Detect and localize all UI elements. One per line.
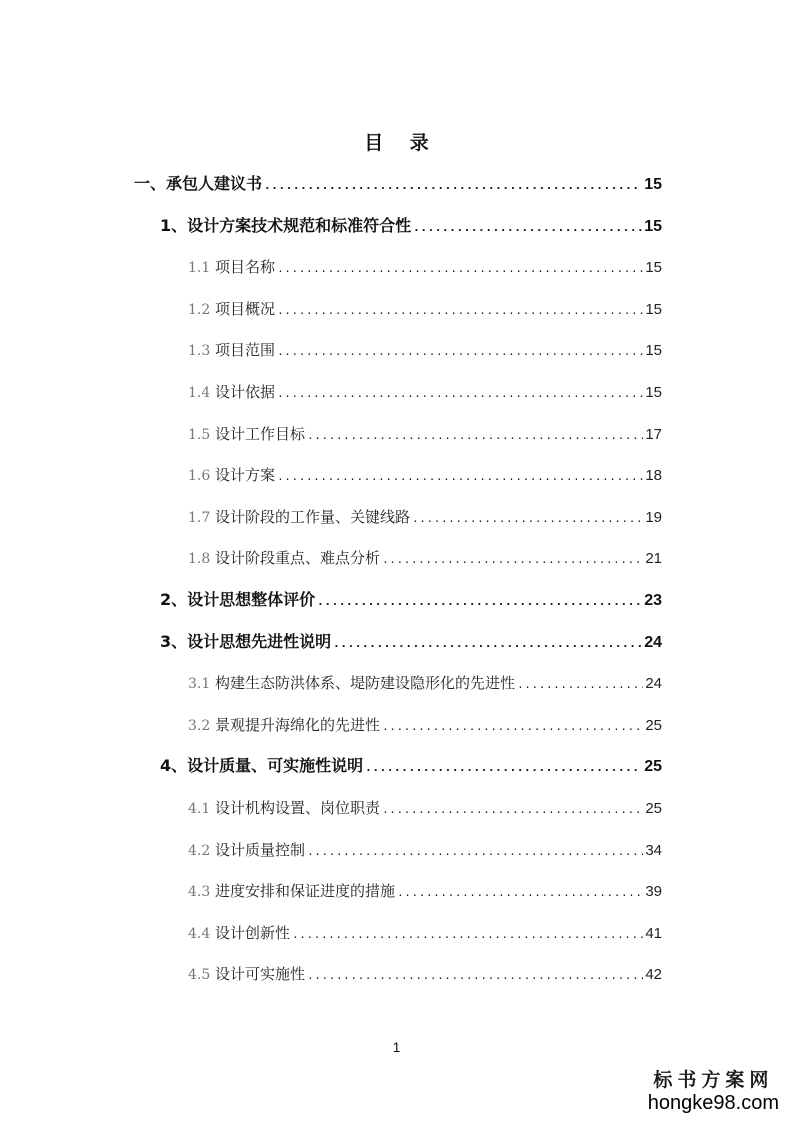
toc-entry-page: 19	[645, 508, 662, 526]
toc-entry-label	[188, 462, 275, 489]
toc-entry-number: 1.6	[188, 468, 211, 485]
toc-dot-leader	[382, 547, 643, 573]
toc-entry[interactable]	[188, 712, 662, 738]
toc-entry-number: 1.7	[188, 509, 211, 526]
toc-entry-title: 进度安排和保证进度的措施	[215, 882, 396, 901]
toc-entry-page: 15	[644, 217, 662, 235]
toc-dot-leader	[307, 423, 643, 449]
toc-entry-label	[188, 296, 275, 323]
toc-entry-page: 42	[645, 966, 662, 984]
toc-entry-number: 3.2	[188, 717, 211, 734]
toc-entry-label	[188, 837, 305, 864]
toc-entry-title: 设计工作目标	[215, 424, 306, 443]
toc-dot-leader	[382, 797, 643, 823]
toc-entry[interactable]	[188, 421, 662, 447]
toc-entry-label	[188, 795, 380, 822]
toc-entry-title: 设计可实施性	[215, 965, 306, 984]
toc-entry-title: 景观提升海绵化的先进性	[215, 715, 381, 734]
toc-dot-leader	[307, 839, 643, 865]
toc-entry-page: 17	[645, 425, 662, 443]
toc-entry-label	[188, 379, 275, 406]
toc-entry-number: 4.5	[188, 967, 211, 984]
toc-entry-page: 15	[645, 300, 662, 318]
toc-entry-page: 34	[645, 841, 662, 859]
toc-entry[interactable]	[188, 837, 662, 863]
toc-entry-label	[160, 629, 331, 655]
toc-entry-title: 设计依据	[215, 383, 276, 401]
toc-entry-page: 25	[645, 800, 662, 817]
toc-entry-page: 39	[645, 883, 662, 901]
toc-entry[interactable]	[134, 171, 662, 197]
toc-entry-label	[160, 753, 363, 779]
toc-entry-label	[188, 337, 275, 364]
toc-entry-page: 41	[645, 924, 662, 942]
toc-entry-title: 设计阶段的工作量、关键线路	[215, 507, 411, 526]
toc-entry-label	[188, 920, 290, 947]
toc-dot-leader	[317, 589, 642, 615]
toc-entry-label	[188, 670, 515, 697]
toc-entry-page: 25	[645, 716, 662, 734]
watermark-url: hongke98.com	[647, 1092, 779, 1114]
toc-entry-title: 构建生态防洪体系、堤防建设隐形化的先进性	[215, 674, 516, 693]
toc-entry[interactable]	[188, 462, 662, 488]
toc-entry-title: 设计思想先进性说明	[187, 631, 332, 651]
watermark-name: 标书方案网	[653, 1069, 774, 1091]
toc-entry-number: 4.2	[188, 842, 211, 859]
toc-entry-title: 设计思想整体评价	[187, 590, 316, 609]
toc-entry-page: 24	[644, 633, 662, 651]
toc-entry-page: 15	[644, 176, 662, 193]
toc-entry-title: 设计质量控制	[215, 840, 306, 859]
toc-entry-title: 设计方案技术规范和标准符合性	[187, 215, 412, 235]
toc-dot-leader	[517, 672, 643, 698]
toc-entry-label	[188, 254, 275, 281]
toc-dot-leader	[365, 755, 642, 781]
toc-entry-page: 25	[644, 758, 662, 776]
toc-entry-label	[188, 961, 305, 988]
toc-entry[interactable]	[188, 878, 662, 904]
toc-entry-number: 3、	[160, 631, 188, 651]
toc-entry-page: 18	[645, 467, 662, 485]
toc-entry-title: 设计机构设置、岗位职责	[215, 799, 381, 817]
toc-entry-title: 设计方案	[215, 466, 276, 485]
toc-entry-page: 15	[645, 259, 662, 277]
toc-entry-number: 一、	[134, 174, 167, 193]
watermark	[648, 1068, 779, 1114]
toc-entry-number: 1.3	[188, 343, 211, 360]
toc-entry-label	[188, 712, 380, 739]
toc-entry-number: 4.4	[188, 925, 211, 942]
toc-entry[interactable]	[160, 213, 662, 239]
toc-entry-title: 项目范围	[215, 341, 276, 360]
toc-entry[interactable]	[160, 587, 662, 613]
toc-dot-leader	[277, 256, 643, 282]
toc-entry-number: 1.5	[188, 426, 211, 443]
toc-entry-title: 设计阶段重点、难点分析	[215, 549, 381, 568]
toc-entry-page: 21	[645, 550, 662, 568]
toc-entry[interactable]	[188, 920, 662, 946]
toc-entry[interactable]	[188, 961, 662, 987]
toc-entry-label	[160, 213, 411, 239]
toc-dot-leader	[413, 215, 642, 241]
toc-entry[interactable]	[188, 795, 662, 821]
toc-dot-leader	[277, 381, 643, 407]
toc-dot-leader	[307, 963, 643, 989]
toc-dot-leader	[382, 714, 643, 740]
toc-entry-label	[188, 504, 410, 531]
toc-entry-number: 1、	[160, 215, 188, 235]
toc-entry[interactable]	[188, 337, 662, 363]
toc-entry-number: 1.8	[188, 551, 211, 568]
toc-entry-number: 2、	[160, 590, 188, 609]
toc-entry[interactable]	[188, 504, 662, 530]
toc-dot-leader	[277, 464, 643, 490]
toc-entry-title: 设计创新性	[215, 923, 291, 942]
page-title: 目 录	[364, 132, 439, 154]
toc-dot-leader	[292, 922, 643, 948]
toc-entry[interactable]	[160, 629, 662, 655]
toc-entry[interactable]	[188, 379, 662, 405]
toc-entry-page: 15	[645, 342, 662, 360]
toc-entry-page: 15	[645, 384, 662, 401]
toc-entry[interactable]	[188, 254, 662, 280]
toc-entry-page: 24	[645, 675, 662, 693]
page-number: 1	[392, 1039, 401, 1055]
toc-entry[interactable]	[188, 296, 662, 322]
toc-entry-number: 3.1	[188, 676, 211, 693]
toc-entry[interactable]	[188, 670, 662, 696]
toc-entry-number: 1.1	[188, 260, 211, 277]
toc-entry-number: 1.4	[188, 385, 211, 401]
toc-entry-number: 4.1	[188, 801, 211, 817]
toc-dot-leader	[277, 298, 643, 324]
toc-entry-number: 4.3	[188, 884, 211, 901]
toc-entry-number: 1.2	[188, 301, 211, 318]
toc-entry-label	[134, 171, 262, 197]
toc-dot-leader	[264, 173, 642, 199]
toc-dot-leader	[277, 339, 643, 365]
toc-entry-title: 承包人建议书	[166, 174, 263, 193]
toc-entry-title: 项目概况	[215, 299, 276, 318]
toc-entry[interactable]	[160, 753, 662, 779]
toc-entry-label	[188, 545, 380, 572]
toc-dot-leader	[333, 631, 642, 657]
toc-entry-title: 项目名称	[215, 258, 276, 277]
toc-entry-page: 23	[644, 592, 662, 609]
toc-dot-leader	[412, 506, 643, 532]
toc-entry-title: 设计质量、可实施性说明	[187, 756, 364, 776]
toc-entry[interactable]	[188, 545, 662, 571]
toc-entry-label	[188, 878, 395, 905]
toc-dot-leader	[397, 880, 643, 906]
toc-entry-label	[160, 587, 315, 613]
toc-entry-label	[188, 421, 305, 448]
toc-entry-number: 4、	[160, 756, 188, 776]
